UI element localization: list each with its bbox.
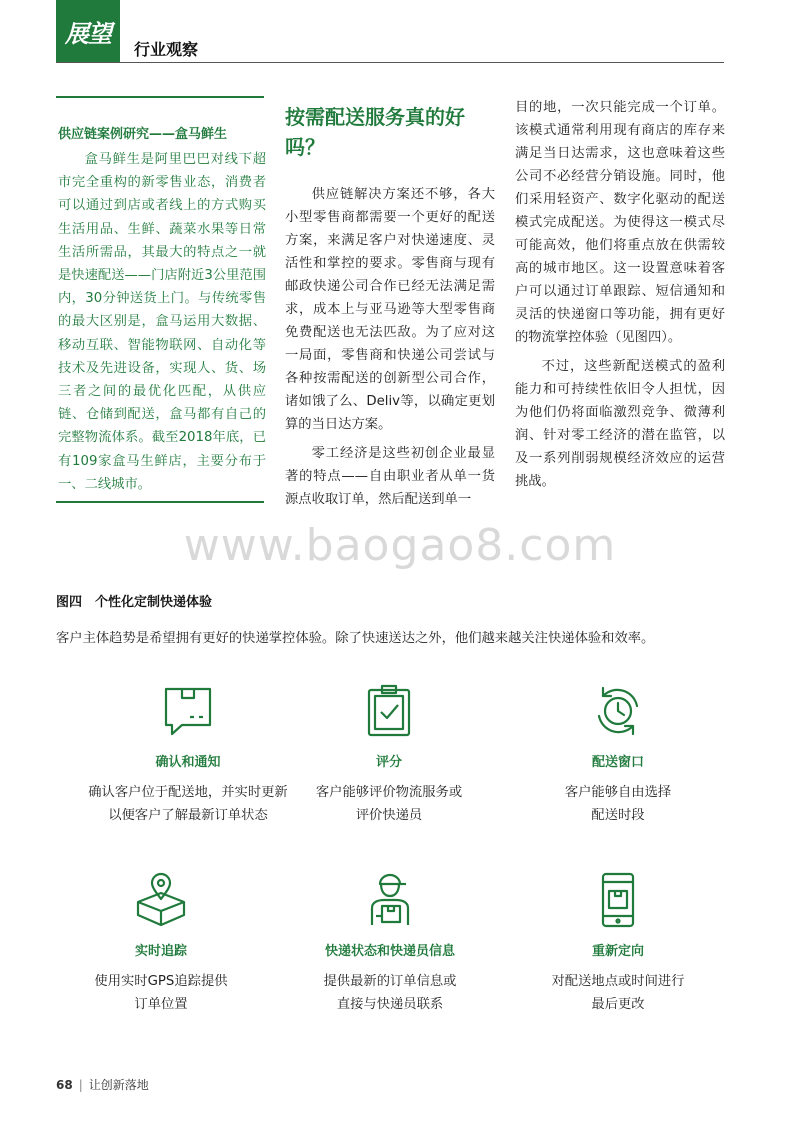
feature-delivery-window — [518, 683, 718, 827]
feature-description — [88, 781, 288, 827]
courier-icon — [362, 872, 418, 928]
box-chat-icon — [160, 683, 216, 739]
clock-refresh-icon — [590, 683, 646, 739]
watermark: www.baogao8.com — [183, 520, 617, 571]
feature-desc-line: 提供最新的订单信息或 — [323, 974, 457, 989]
logo-text: 展望 — [65, 19, 111, 48]
feature-redirect — [518, 872, 718, 1016]
article-paragraph: 目的地，一次只能完成一个订单。该模式通常利用现有商店的库存来满足当日达需求，这也意味着这些公司不必经营分销设施。同时，他们采用轻资产、数字化驱动的配送模式完成配送。为使得这一模式尽可能高效，他们将重点放在供需较高的城市地区。这一设置意味着客户可以通过订单跟踪、短信通知和灵活的快递窗口等功能，拥有更好的物流掌控体验（见图四）。 — [515, 100, 725, 345]
feature-confirm-notify — [88, 683, 288, 827]
box-location-icon — [133, 872, 189, 928]
article-paragraph: 供应链解决方案还不够，各大小型零售商都需要一个更好的配送方案，来满足客户对快递速度、灵活性和掌控的要求。零售商与现有邮政快递公司合作已经无法满足需求，成本上与亚马逊等大型零售商免费配送也无法匹敌。为了应对这一局面，零售商和快递公司尝试与各种按需配送的创新型公司合作，诸如饿了么、Deliv等，以确定更划算的当日达方案。 — [285, 187, 495, 432]
feature-desc-line: 配送时段 — [591, 808, 645, 823]
sidebar-bottom-rule — [56, 501, 264, 503]
feature-desc-line: 最后更改 — [591, 997, 645, 1012]
feature-desc-line: 使用实时GPS追踪提供 — [94, 974, 228, 989]
sidebar-body: 盒马鲜生是阿里巴巴对线下超市完全重构的新零售业态，消费者可以通过到店或者线上的方式购买生活用品、生鲜、蔬菜水果等日常生活所需品，其最大的特点之一就是快速配送——门店附近3公里范围内，30分钟送货上门。与传统零售的最大区别是，盒马运用大数据、移动互联、智能物联网、自动化等技术及先进设备，实现人、货、场三者之间的最优化匹配，从供应链、仓储到配送，盒马都有自己的完整物流体系。截至2018年底，已有109家盒马生鲜店，主要分布于一、二线城市。 — [58, 152, 266, 492]
feature-desc-line: 直接与快递员联系 — [336, 997, 444, 1012]
figure-title: 图四 个性化定制快递体验 — [56, 595, 213, 610]
feature-desc-line: 以便客户了解最新订单状态 — [108, 808, 268, 823]
section-title: 行业观察 — [134, 40, 199, 59]
article-column-2 — [285, 183, 495, 511]
feature-description — [61, 970, 261, 1016]
feature-title: 配送窗口 — [591, 755, 644, 770]
page-number: 68 — [56, 1078, 73, 1092]
feature-title: 快递状态和快递员信息 — [324, 944, 455, 959]
feature-description — [518, 970, 718, 1016]
sidebar-top-rule — [56, 96, 264, 98]
feature-desc-line: 客户能够自由选择 — [564, 785, 672, 800]
feature-rating — [289, 683, 489, 827]
feature-description — [518, 781, 718, 827]
feature-title: 实时追踪 — [134, 944, 187, 959]
feature-title: 确认和通知 — [155, 755, 221, 770]
brand-logo — [56, 0, 120, 62]
feature-title: 重新定向 — [591, 944, 644, 959]
feature-desc-line: 确认客户位于配送地，并实时更新 — [88, 785, 288, 800]
feature-realtime-tracking — [61, 872, 261, 1016]
header-divider — [56, 62, 724, 63]
feature-desc-line: 订单位置 — [134, 997, 188, 1012]
footer-label: 让创新落地 — [88, 1078, 149, 1092]
figure-subtitle: 客户主体趋势是希望拥有更好的快递掌控体验。除了快速送达之外，他们越来越关注快递体验和效率。 — [56, 631, 655, 646]
feature-desc-line: 评价快递员 — [355, 808, 423, 823]
page-footer — [56, 1076, 149, 1093]
phone-box-icon — [590, 872, 646, 928]
feature-description — [290, 970, 490, 1016]
article-paragraph: 零工经济是这些初创企业最显著的特点——自由职业者从单一货源点收取订单，然后配送到单一 — [285, 446, 495, 507]
feature-desc-line: 对配送地点或时间进行 — [551, 974, 685, 989]
article-headline: 按需配送服务真的好吗？ — [285, 105, 465, 159]
article-paragraph: 不过，这些新配送模式的盈利能力和可持续性依旧令人担忧，因为他们仍将面临激烈竞争、微薄利润、针对零工经济的潜在监管，以及一系列削弱规模经济效应的运营挑战。 — [515, 359, 725, 489]
sidebar-title: 供应链案例研究——盒马鲜生 — [58, 127, 228, 142]
footer-separator: | — [78, 1078, 83, 1092]
article-column-3 — [515, 96, 725, 493]
feature-description — [289, 781, 489, 827]
feature-title: 评分 — [375, 755, 402, 770]
clipboard-check-icon — [361, 683, 417, 739]
feature-desc-line: 客户能够评价物流服务或 — [315, 785, 463, 800]
feature-courier-info — [290, 872, 490, 1016]
